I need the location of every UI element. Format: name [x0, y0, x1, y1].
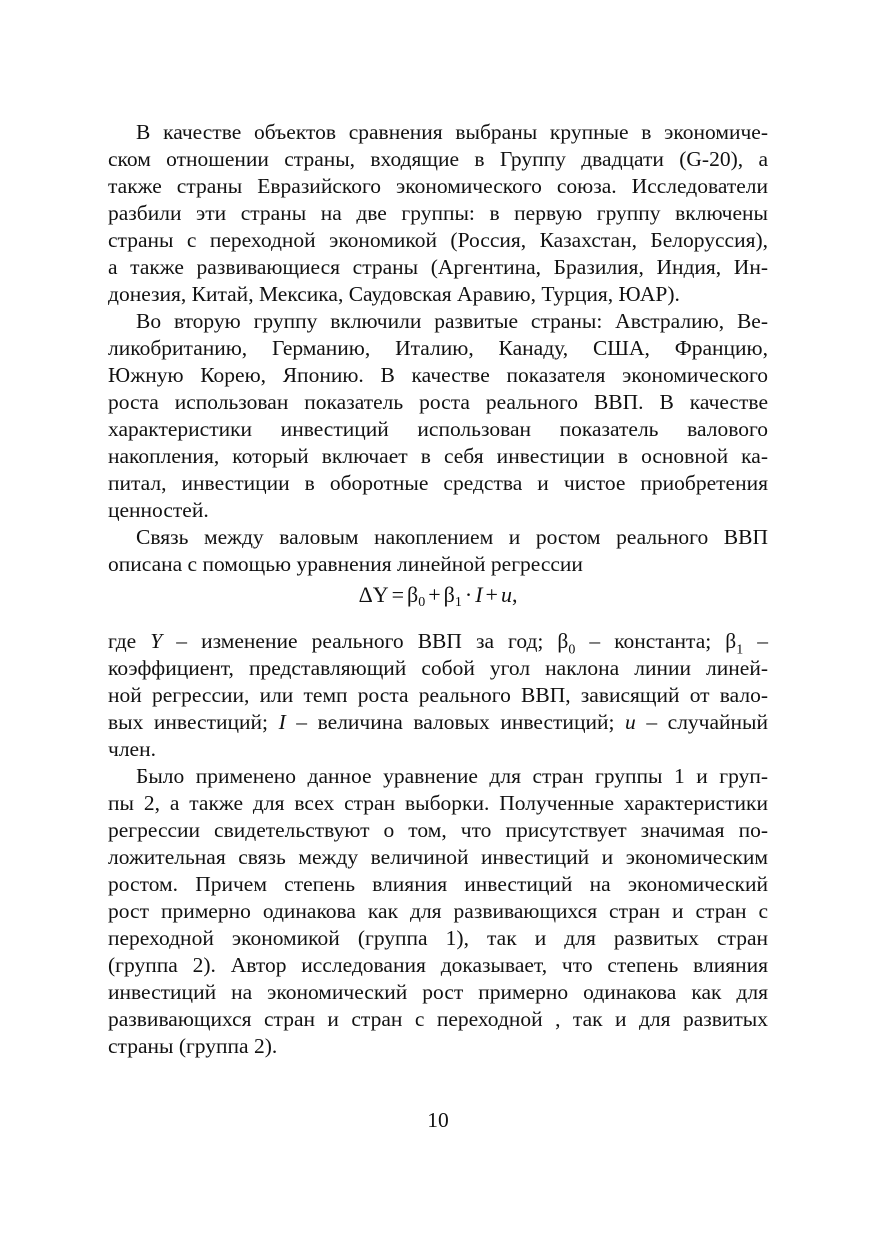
- formula-beta0-subscript: 0: [418, 595, 426, 610]
- text-line: описана с помощью уравнения линейной регрессии: [108, 552, 583, 576]
- formula-beta1: β: [443, 582, 455, 607]
- text-line: рост примерно одинакова как для развивающихся стран и стран с: [108, 899, 768, 923]
- formula-lhs: ΔY: [358, 582, 389, 607]
- text-line: страны (группа 2).: [108, 1034, 278, 1058]
- text-line: донезия, Китай, Мексика, Саудовская Аравию, Турция, ЮАР).: [108, 282, 680, 306]
- formula-plus: +: [428, 582, 441, 607]
- text-line: характеристики инвестиций использован показатель валового: [108, 417, 768, 441]
- text-line: (группа 2). Автор исследования доказывает, что степень влияния: [108, 953, 768, 977]
- text-line: Во вторую группу включили развитые страны: Австралию, Ве-: [136, 309, 768, 333]
- text-line: роста использован показатель роста реального ВВП. В качестве: [108, 390, 768, 414]
- subscript: 1: [736, 642, 744, 658]
- formula-beta1-subscript: 1: [454, 595, 462, 610]
- text-line: а также развивающиеся страны (Аргентина, Бразилия, Индия, Ин-: [108, 255, 768, 279]
- text-line: Связь между валовым накоплением и ростом реального ВВП: [136, 525, 768, 549]
- subscript: 0: [568, 642, 576, 658]
- text-line: В качестве объектов сравнения выбраны крупные в экономиче-: [136, 120, 768, 144]
- text-line: ликобританию, Германию, Италию, Канаду, США, Францию,: [108, 336, 768, 360]
- formula-equals: =: [391, 582, 405, 607]
- symbol-u: u: [625, 710, 636, 734]
- text-line: питал, инвестиции в оборотные средства и чистое приобретения: [108, 471, 768, 495]
- text-line: ценностей.: [108, 498, 209, 522]
- text-line: также страны Евразийского экономического союза. Исследователи: [108, 174, 768, 198]
- text-line: ском отношении страны, входящие в Группу двадцати (G-20), а: [108, 147, 768, 171]
- page-number: 10: [427, 1108, 449, 1132]
- text-span: –: [743, 629, 768, 653]
- text-span: где: [108, 629, 151, 653]
- formula-dot: ·: [464, 582, 473, 607]
- text-line: ростом. Причем степень влияния инвестиций на экономический: [108, 872, 768, 896]
- text-line: коэффициент, представляющий собой угол наклона линии линей-: [108, 656, 768, 680]
- text-line: пы 2, а также для всех стран выборки. Полученные характеристики: [108, 791, 768, 815]
- text-line: член.: [108, 737, 156, 761]
- text-line: Было применено данное уравнение для стран группы 1 и груп-: [136, 764, 768, 788]
- formula-beta0: β: [407, 582, 419, 607]
- text-line: регрессии свидетельствуют о том, что присутствует значимая по-: [108, 818, 768, 842]
- text-span: вых инвестиций;: [108, 710, 279, 734]
- symbol-y: Y: [150, 629, 163, 653]
- formula-comma: ,: [511, 582, 518, 607]
- text-span: – величина валовых инвестиций;: [285, 710, 626, 734]
- formula-var-i: I: [475, 582, 483, 607]
- text-line: накопления, который включает в себя инвестиции в основной ка-: [108, 444, 768, 468]
- text-line: развивающихся стран и стран с переходной , так и для развитых: [108, 1007, 768, 1031]
- text-line: Южную Корею, Японию. В качестве показателя экономического: [108, 363, 768, 387]
- text-line: ной регрессии, или темп роста реального ВВП, зависящий от вало-: [108, 683, 768, 707]
- regression-formula: [0, 578, 876, 612]
- symbol-i: I: [278, 710, 286, 734]
- text-line: инвестиций на экономический рост примерно одинакова как для: [108, 980, 768, 1004]
- text-line: страны с переходной экономикой (Россия, Казахстан, Белоруссия),: [108, 228, 768, 252]
- text-line: разбили эти страны на две группы: в первую группу включены: [108, 201, 768, 225]
- formula-var-u: u: [500, 582, 512, 607]
- text-span: – изменение реального ВВП за год; β: [162, 629, 569, 653]
- text-line: переходной экономикой (группа 1), так и для развитых стран: [108, 926, 768, 950]
- text-span: – константа; β: [575, 629, 737, 653]
- text-span: – случайный: [635, 710, 769, 734]
- text-line: ложительная связь между величиной инвестиций и экономическим: [108, 845, 768, 869]
- formula-plus: +: [485, 582, 498, 607]
